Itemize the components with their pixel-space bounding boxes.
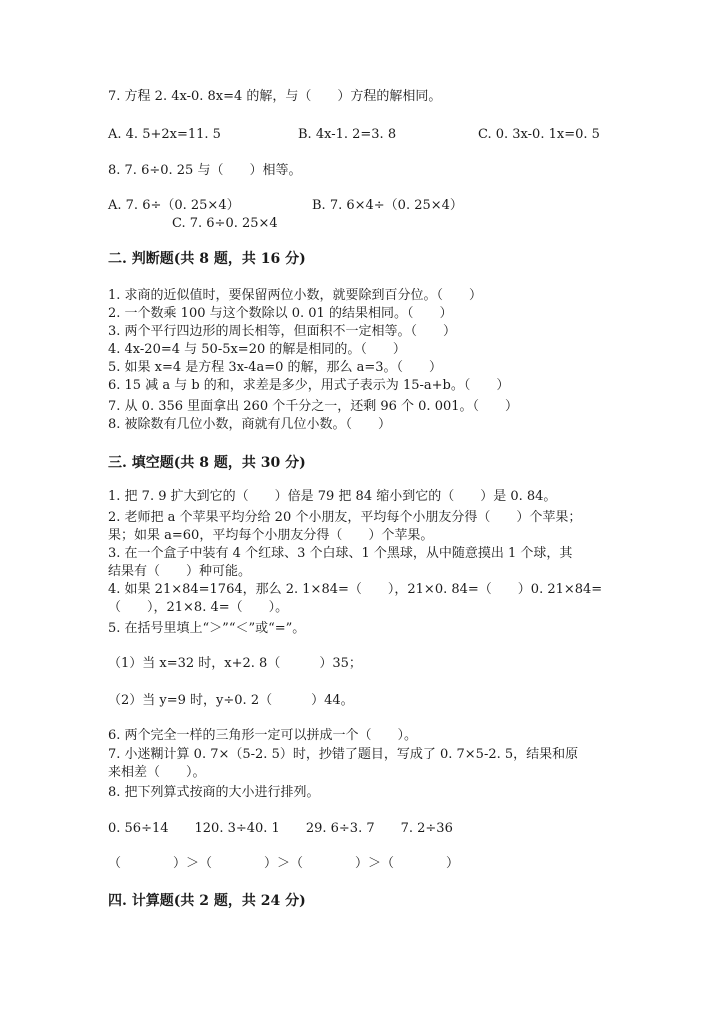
fill-line: 2. 老师把 a 个苹果平均分给 20 个小朋友，平均每个小朋友分得（ ）个苹果； — [108, 510, 582, 525]
q8-stem: 8. 7. 6÷0. 25 与（ ）相等。 — [108, 163, 302, 178]
fill-line: 4. 如果 21×84=1764，那么 2. 1×84=（ ），21×0. 84=（ ）0. 21×84= — [108, 582, 603, 597]
fill-line: 6. 两个完全一样的三角形一定可以拼成一个（ ）。 — [108, 728, 418, 743]
fill-line: 结果有（ ）种可能。 — [108, 564, 252, 579]
q7-stem: 7. 方程 2. 4x-0. 8x=4 的解，与（ ）方程的解相同。 — [108, 89, 442, 104]
q7-option-a: A. 4. 5+2x=11. 5 — [108, 127, 221, 142]
q8-option-a: A. 7. 6÷（0. 25×4） — [108, 198, 240, 213]
judge-item: 8. 被除数有几位小数，商就有几位小数。（ ） — [108, 417, 392, 432]
q8-option-b: B. 7. 6×4÷（0. 25×4） — [312, 198, 463, 213]
fill-line: 5. 在括号里填上“＞”“＜”或“=”。 — [108, 621, 306, 636]
section3-title: 三. 填空题(共 8 题，共 30 分) — [108, 455, 306, 471]
fill-line: 7. 小迷糊计算 0. 7×（5-2. 5）时，抄错了题目，写成了 0. 7×5-2. 5，结果和原 — [108, 747, 579, 762]
judge-item: 2. 一个数乘 100 与这个数除以 0. 01 的结果相同。（ ） — [108, 306, 453, 321]
fill-subitem: （1）当 x=32 时，x+2. 8（ ）35； — [108, 656, 362, 671]
fill-line: 来相差（ ）。 — [108, 765, 206, 780]
section4-title: 四. 计算题(共 2 题，共 24 分) — [108, 893, 306, 909]
ordering-blanks: （ ）＞（ ）＞（ ）＞（ ） — [108, 856, 460, 871]
fill-line: 3. 在一个盒子中装有 4 个红球、3 个白球、1 个黑球，从中随意摸出 1 个球，其 — [108, 546, 573, 561]
judge-item: 5. 如果 x=4 是方程 3x-4a=0 的解，那么 a=3。（ ） — [108, 360, 443, 375]
expression-list: 0. 56÷14 120. 3÷40. 1 29. 6÷3. 7 7. 2÷36 — [108, 821, 453, 836]
q7-option-b: B. 4x-1. 2=3. 8 — [298, 127, 397, 142]
judge-item: 6. 15 减 a 与 b 的和，求差是多少，用式子表示为 15-a+b。（ ） — [108, 378, 510, 393]
fill-line: （ ），21×8. 4=（ ）。 — [108, 600, 289, 615]
judge-item: 7. 从 0. 356 里面拿出 260 个千分之一，还剩 96 个 0. 001。（ ） — [108, 399, 519, 414]
fill-line: 1. 把 7. 9 扩大到它的（ ）倍是 79 把 84 缩小到它的（ ）是 0. 84。 — [108, 489, 557, 504]
fill-line: 果；如果 a=60，平均每个小朋友分得（ ）个苹果。 — [108, 528, 434, 543]
fill-line: 8. 把下列算式按商的大小进行排列。 — [108, 785, 320, 800]
q7-option-c: C. 0. 3x-0. 1x=0. 5 — [478, 127, 600, 142]
judge-item: 4. 4x-20=4 与 50-5x=20 的解是相同的。（ ） — [108, 342, 406, 357]
section2-title: 二. 判断题(共 8 题，共 16 分) — [108, 251, 306, 267]
q8-option-c: C. 7. 6÷0. 25×4 — [172, 216, 278, 231]
judge-item: 1. 求商的近似值时，要保留两位小数，就要除到百分位。（ ） — [108, 288, 483, 303]
fill-subitem: （2）当 y=9 时，y÷0. 2（ ）44。 — [108, 693, 354, 708]
judge-item: 3. 两个平行四边形的周长相等，但面积不一定相等。（ ） — [108, 324, 457, 339]
